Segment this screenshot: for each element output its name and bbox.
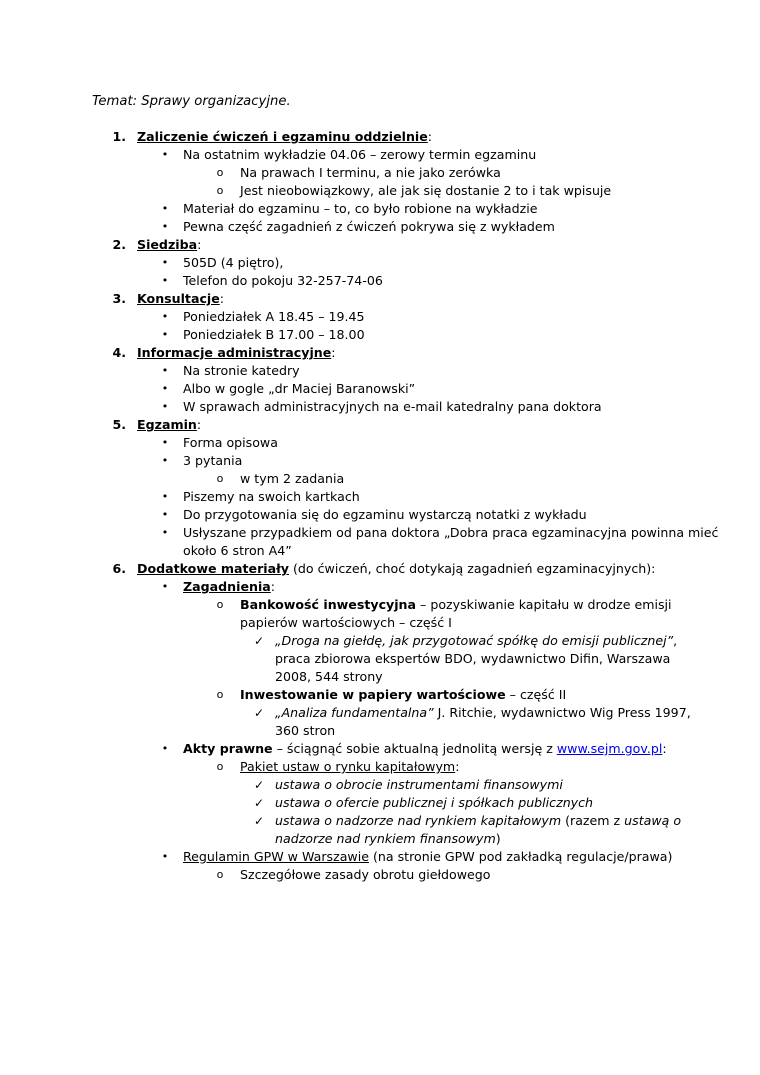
bullet-icon: • [161,202,169,215]
section-heading: Zaliczenie ćwiczeń i egzaminu oddzielnie: [137,129,433,144]
section-heading: Dodatkowe materiały (do ćwiczeń, choć dotykają zagadnień egzaminacyjnych): [137,561,656,576]
list-item: Materiał do egzaminu – to, co było robione na wykładzie [183,201,538,216]
list-item-continuation: około 6 stron A4” [183,543,292,558]
list-number: 1. [112,129,126,144]
list-item: ustawa o ofercie publicznej i spółkach publicznych [275,795,594,810]
list-item: Bankowość inwestycyjna – pozyskiwanie kapitału w drodze emisji [240,597,672,612]
bullet-icon: • [161,382,169,395]
list-item: w tym 2 zadania [240,471,345,486]
bullet-icon: • [161,364,169,377]
bullet-icon: • [161,454,169,467]
list-item: Albo w gogle „dr Maciej Baranowski” [183,381,416,396]
list-item: Na ostatnim wykładzie 04.06 – zerowy termin egzaminu [183,147,537,162]
list-item: ustawa o obrocie instrumentami finansowymi [275,777,563,792]
check-icon: ✓ [253,814,265,828]
bullet-icon: • [161,148,169,161]
list-item: Telefon do pokoju 32-257-74-06 [183,273,383,288]
list-item: Szczegółowe zasady obrotu giełdowego [240,867,491,882]
circle-bullet-icon: o [216,598,224,611]
list-item-continuation: nadzorze nad rynkiem finansowym) [275,831,501,846]
bullet-icon: • [161,850,169,863]
section-heading: Siedziba: [137,237,202,252]
bullet-icon: • [161,400,169,413]
list-item: Na stronie katedry [183,363,300,378]
list-item: Do przygotowania się do egzaminu wystarczą notatki z wykładu [183,507,587,522]
check-icon: ✓ [253,778,265,792]
section-heading: Informacje administracyjne: [137,345,336,360]
check-icon: ✓ [253,634,265,648]
list-item: Na prawach I terminu, a nie jako zerówka [240,165,501,180]
bullet-icon: • [161,256,169,269]
bullet-icon: • [161,274,169,287]
list-item-akty: Akty prawne – ściągnąć sobie aktualną jednolitą wersję z www.sejm.gov.pl: [183,741,667,756]
list-number: 2. [112,237,126,252]
list-number: 6. [112,561,126,576]
check-icon: ✓ [253,796,265,810]
list-item: ustawa o nadzorze nad rynkiem kapitałowym (razem z ustawą o [275,813,682,828]
list-item: „Analiza fundamentalna” J. Ritchie, wydawnictwo Wig Press 1997, [275,705,691,720]
sejm-link[interactable]: www.sejm.gov.pl [556,741,663,756]
list-item-continuation: praca zbiorowa ekspertów BDO, wydawnictwo Difin, Warszawa [275,651,671,666]
circle-bullet-icon: o [216,688,224,701]
bullet-icon: • [161,526,169,539]
section-heading: Konsultacje: [137,291,225,306]
list-item: Inwestowanie w papiery wartościowe – część II [240,687,567,702]
bullet-icon: • [161,220,169,233]
list-item: Forma opisowa [183,435,278,450]
bullet-icon: • [161,436,169,449]
list-number: 4. [112,345,126,360]
list-item: Poniedziałek B 17.00 – 18.00 [183,327,365,342]
bullet-icon: • [161,490,169,503]
list-number: 3. [112,291,126,306]
list-item: 3 pytania [183,453,243,468]
circle-bullet-icon: o [216,184,224,197]
circle-bullet-icon: o [216,166,224,179]
list-number: 5. [112,417,126,432]
list-item: 505D (4 piętro), [183,255,284,270]
list-item: Regulamin GPW w Warszawie (na stronie GPW pod zakładką regulacje/prawa) [183,849,673,864]
list-item: Pakiet ustaw o rynku kapitałowym: [240,759,460,774]
list-item: Poniedziałek A 18.45 – 19.45 [183,309,365,324]
list-item: „Droga na giełdę, jak przygotować spółkę do emisji publicznej”, [275,633,678,648]
section-heading: Egzamin: [137,417,202,432]
circle-bullet-icon: o [216,760,224,773]
list-item: Jest nieobowiązkowy, ale jak się dostanie 2 to i tak wpisuje [240,183,612,198]
list-item-zagadnienia: Zagadnienia: [183,579,276,594]
list-item: Pewna część zagadnień z ćwiczeń pokrywa się z wykładem [183,219,555,234]
list-item: W sprawach administracyjnych na e-mail katedralny pana doktora [183,399,602,414]
circle-bullet-icon: o [216,472,224,485]
bullet-icon: • [161,742,169,755]
list-item-continuation: 360 stron [275,723,336,738]
check-icon: ✓ [253,706,265,720]
list-item: Piszemy na swoich kartkach [183,489,360,504]
page-title: Temat: Sprawy organizacyjne. [92,94,291,109]
bullet-icon: • [161,508,169,521]
list-item-continuation: papierów wartościowych – część I [240,615,452,630]
bullet-icon: • [161,328,169,341]
circle-bullet-icon: o [216,868,224,881]
bullet-icon: • [161,310,169,323]
bullet-icon: • [161,580,169,593]
list-item-continuation: 2008, 544 strony [275,669,383,684]
list-item: Usłyszane przypadkiem od pana doktora „Dobra praca egzaminacyjna powinna mieć [183,525,719,540]
